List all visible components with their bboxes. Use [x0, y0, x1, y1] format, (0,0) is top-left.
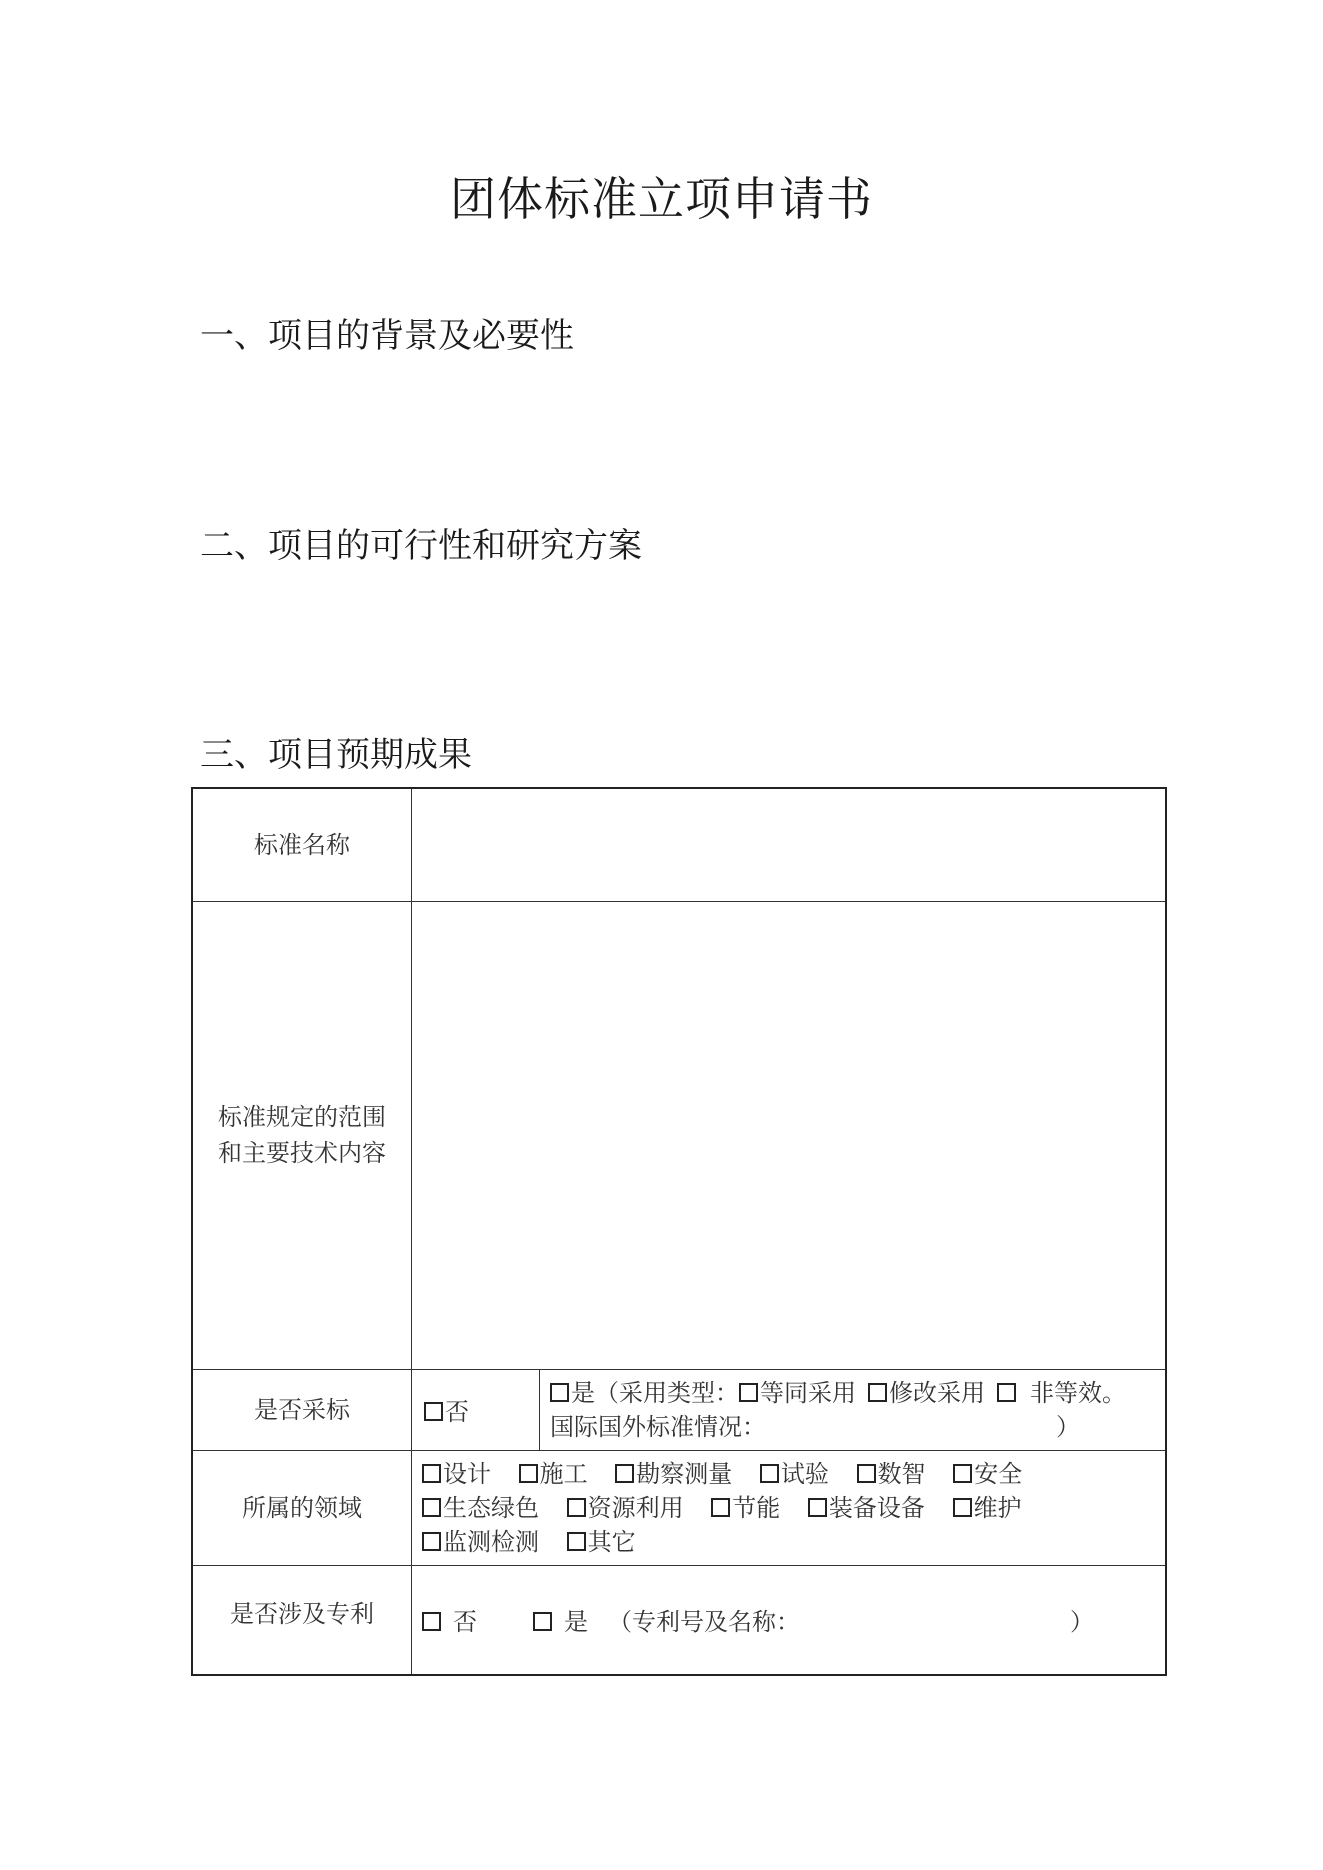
checkbox-icon: [760, 1464, 779, 1483]
checkbox-icon: [519, 1464, 538, 1483]
adopt-standard-row: [192, 1369, 1166, 1450]
domain-option-resources[interactable]: 资源利用: [567, 1494, 684, 1522]
patent-no-checkbox[interactable]: [422, 1612, 441, 1631]
expected-outcomes-table: [191, 787, 1167, 1676]
patent-no-label: 否: [453, 1608, 477, 1637]
checkbox-icon: [422, 1498, 441, 1517]
standard-name-row: [192, 788, 1166, 901]
adopt-type-modified-label: 修改采用: [889, 1378, 985, 1407]
domain-option-construction[interactable]: 施工: [519, 1460, 588, 1488]
patent-yes-checkbox[interactable]: [533, 1612, 552, 1631]
adopt-no-cell: [412, 1369, 540, 1450]
scope-label-line2: 和主要技术内容: [218, 1139, 386, 1167]
domain-label: 所属的领域: [192, 1450, 412, 1565]
patent-options: [412, 1565, 1167, 1675]
scope-label-line1: 标准规定的范围: [218, 1103, 386, 1131]
scope-field[interactable]: [412, 901, 1167, 1369]
adopt-type-equal-checkbox[interactable]: [739, 1383, 758, 1402]
checkbox-icon: [615, 1464, 634, 1483]
scope-row: [192, 901, 1166, 1369]
domain-row: [192, 1450, 1166, 1565]
standard-name-label: 标准名称: [192, 788, 412, 901]
domain-option-monitoring[interactable]: 监测检测: [422, 1528, 539, 1556]
adopt-yes-line2: [550, 1410, 1155, 1444]
domain-option-green[interactable]: 生态绿色: [422, 1494, 539, 1522]
adopt-type-nonequal-label: 非等效。: [1030, 1378, 1126, 1407]
patent-detail-label: （专利号及名称：: [608, 1608, 800, 1637]
checkbox-icon: [711, 1498, 730, 1517]
adopt-type-equal-label: 等同采用: [760, 1378, 856, 1407]
adopt-no-label: 否: [445, 1398, 469, 1426]
patent-close-paren: ）: [1070, 1608, 1094, 1637]
domain-option-survey[interactable]: 勘察测量: [615, 1460, 732, 1488]
domain-options: [412, 1450, 1167, 1565]
adopt-standard-label: 是否采标: [192, 1369, 412, 1450]
checkbox-icon: [567, 1532, 586, 1551]
checkbox-icon: [808, 1498, 827, 1517]
checkbox-icon: [567, 1498, 586, 1517]
intl-standard-label: 国际国外标准情况：: [550, 1412, 766, 1441]
domain-option-other[interactable]: 其它: [567, 1528, 636, 1556]
adopt-close-paren: ）: [1056, 1412, 1080, 1441]
section-heading-background: 一、项目的背景及必要性: [200, 316, 574, 356]
adopt-yes-line1: [550, 1376, 1155, 1410]
domain-option-maintenance[interactable]: 维护: [953, 1494, 1022, 1522]
adopt-yes-checkbox[interactable]: [550, 1383, 569, 1402]
domain-option-testing[interactable]: 试验: [760, 1460, 829, 1488]
adopt-yes-label: 是（采用类型：: [571, 1378, 739, 1407]
adopt-type-modified-checkbox[interactable]: [868, 1383, 887, 1402]
adopt-no-checkbox[interactable]: [424, 1402, 443, 1421]
page-title: 团体标准立项申请书: [450, 172, 873, 226]
domain-option-safety[interactable]: 安全: [953, 1460, 1022, 1488]
standard-name-field[interactable]: [412, 788, 1167, 901]
domain-option-digital[interactable]: 数智: [857, 1460, 926, 1488]
checkbox-icon: [953, 1464, 972, 1483]
domain-option-equipment[interactable]: 装备设备: [808, 1494, 925, 1522]
checkbox-icon: [422, 1464, 441, 1483]
checkbox-icon: [422, 1532, 441, 1551]
adopt-yes-cell: [540, 1369, 1167, 1450]
patent-row: [192, 1565, 1166, 1675]
checkbox-icon: [953, 1498, 972, 1517]
section-heading-feasibility: 二、项目的可行性和研究方案: [200, 526, 642, 566]
checkbox-icon: [857, 1464, 876, 1483]
section-heading-outcomes: 三、项目预期成果: [200, 735, 472, 775]
adopt-type-nonequal-checkbox[interactable]: [997, 1383, 1016, 1402]
patent-label: 是否涉及专利: [192, 1565, 412, 1675]
domain-option-design[interactable]: 设计: [422, 1460, 491, 1488]
scope-label: [192, 901, 412, 1369]
patent-yes-label: 是: [564, 1608, 588, 1637]
domain-option-energy[interactable]: 节能: [711, 1494, 780, 1522]
